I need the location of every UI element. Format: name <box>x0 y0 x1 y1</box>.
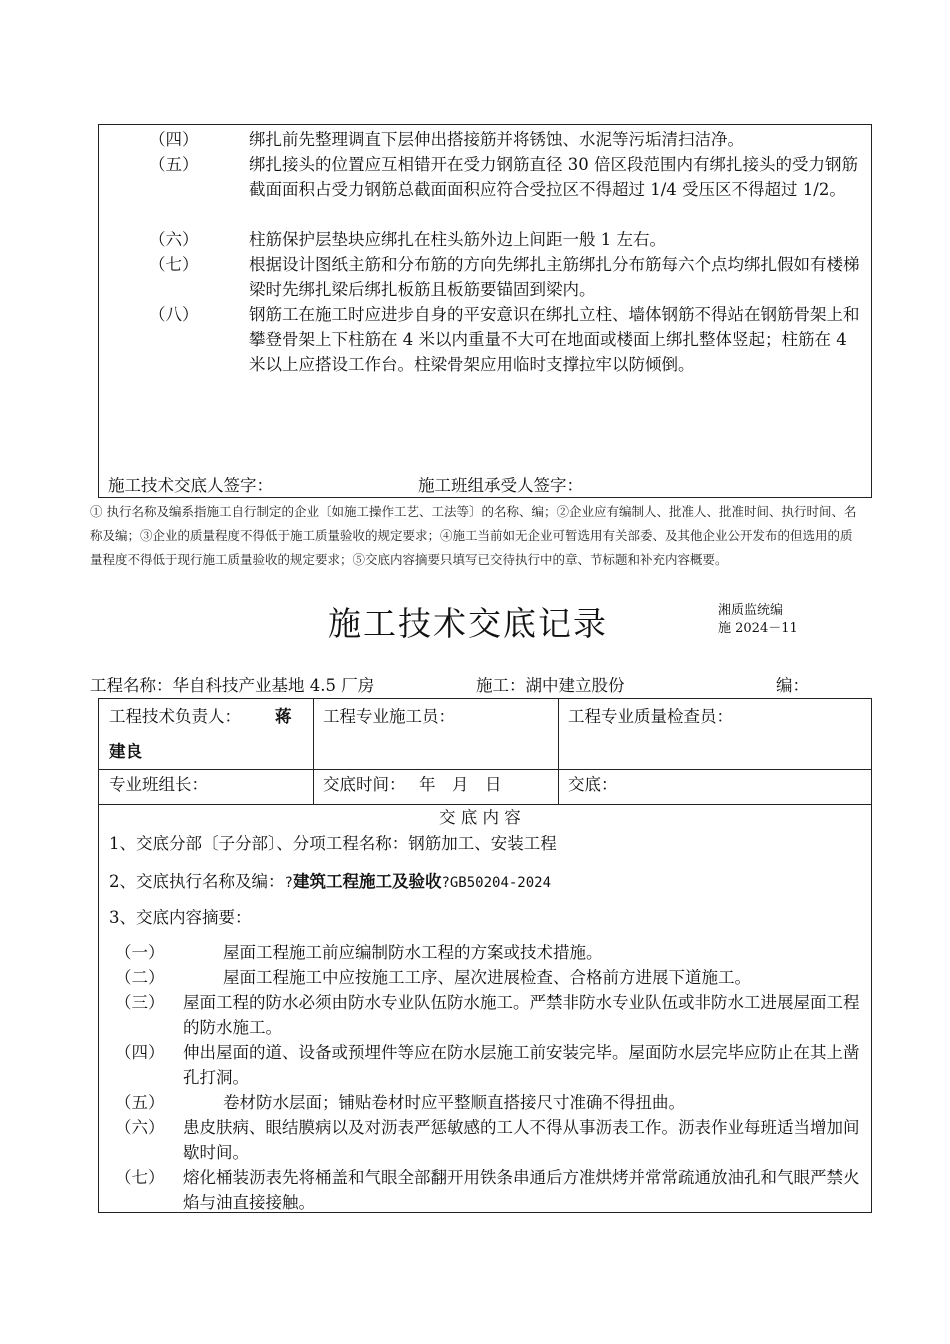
list-item <box>115 965 860 990</box>
list-item <box>115 1165 860 1215</box>
item-number: （八） <box>149 305 199 324</box>
tech-lead-label: 工程技术负责人： <box>109 707 241 726</box>
page-title: 施工技术交底记录 <box>328 604 608 643</box>
table-divider <box>99 804 871 805</box>
list-item <box>115 1115 860 1165</box>
item-text: 卷材防水层面；铺贴卷材时应平整顺直搭接尺寸准确不得扭曲。 <box>223 1093 685 1112</box>
tech-lead-name: 蒋 <box>275 707 292 726</box>
list-item <box>115 990 860 1040</box>
list-item <box>115 1090 860 1115</box>
item-text: 绑扎前先整理调直下层伸出搭接筋并将锈蚀、水泥等污垢清扫洁净。 <box>249 130 744 149</box>
table-divider <box>558 699 559 804</box>
contractor: 施工：湖中建立股份 <box>476 676 625 695</box>
item-number: （五） <box>115 1093 165 1112</box>
item-number: （六） <box>149 230 199 249</box>
form-code <box>718 602 798 638</box>
team-leader-label: 专业班组长： <box>109 775 208 794</box>
item-number: （五） <box>149 155 199 174</box>
item-number: （四） <box>115 1043 165 1062</box>
quality-inspector-label: 工程专业质量检查员： <box>568 707 733 726</box>
handover-table <box>98 698 872 1213</box>
item-text: 伸出屋面的道、设备或预埋件等应在防水层施工前安装完毕。屋面防水层完毕应防止在其上凿孔打洞。 <box>183 1043 860 1087</box>
item-number: （二） <box>115 968 165 987</box>
content-line-2-code: ?GB50204-2024 <box>441 875 552 891</box>
signature-presenter: 施工技术交底人签字： <box>108 476 273 495</box>
item-text: 熔化桶装沥表先将桶盖和气眼全部翻开用铁条串通后方准烘烤并常常疏通放油孔和气眼严禁火焰与油直接接触。 <box>183 1168 860 1212</box>
construction-staff-label: 工程专业施工员： <box>323 707 455 726</box>
continued-content-box <box>98 124 872 498</box>
list-item <box>149 252 861 302</box>
section-title: 交 底 内 容 <box>439 808 521 827</box>
form-code-line2: 施 2024－11 <box>718 621 798 636</box>
list-item <box>149 227 861 252</box>
content-line-2 <box>109 870 551 895</box>
item-number: （七） <box>115 1168 165 1187</box>
list-item <box>115 1040 860 1090</box>
form-code-line1: 湘质监统编 <box>718 603 784 618</box>
table-divider <box>313 699 314 804</box>
item-text: 绑扎接头的位置应互相错开在受力钢筋直径 30 倍区段范围内有绑扎接头的受力钢筋截面面积占受力钢筋总截面面积应符合受拉区不得超过 1/4 受压区不得超过 1/2。 <box>249 155 858 199</box>
footnote: ① 执行名称及编系指施工自行制定的企业〔如施工操作工艺、工法等〕的名称、编；②企业应有编制人、批准人、批准时间、执行时间、名称及编；③企业的质量程度不得低于施工质量验收的规定要求；④施工当前如无企业可暂选用有关部委、及其他企业公开发布的但选用的质量程度不得低于现行施工质量验收的规定要求；⑤交底内容摘要只填写已交待执行中的章、节标题和补充内容概要。 <box>90 504 857 567</box>
item-number: （三） <box>115 993 165 1012</box>
item-number: （六） <box>115 1118 165 1137</box>
list-item <box>149 302 861 377</box>
list-item <box>149 152 861 202</box>
item-number: （七） <box>149 255 199 274</box>
signature-receiver: 施工班组承受人签字： <box>418 476 583 495</box>
item-text: 根据设计图纸主筋和分布筋的方向先绑扎主筋绑扎分布筋每六个点均绑扎假如有楼梯梁时先绑扎梁后绑扎板筋且板筋要锚固到梁内。 <box>249 255 860 299</box>
handover-time-label: 交底时间： 年 月 日 <box>323 775 502 794</box>
handover-label: 交底： <box>568 775 618 794</box>
item-text: 柱筋保护层垫块应绑扎在柱头筋外边上间距一般 1 左右。 <box>249 230 666 249</box>
content-line-2-standard: 建筑工程施工及验收 <box>292 872 442 891</box>
item-text: 患皮肤病、眼结膜病以及对沥表严惩敏感的工人不得从事沥表工作。沥表作业每班适当增加间歇时间。 <box>183 1118 860 1162</box>
project-name: 工程名称：华自科技产业基地 4.5 厂房 <box>90 676 375 695</box>
content-line-3: 3、交底内容摘要： <box>109 908 252 927</box>
serial-number: 编： <box>776 676 809 695</box>
table-divider <box>99 769 871 770</box>
item-text: 屋面工程施工中应按施工工序、屋次进展检查、合格前方进展下道施工。 <box>223 968 751 987</box>
content-line-2-mark: ? <box>284 875 293 891</box>
item-text: 屋面工程的防水必须由防水专业队伍防水施工。严禁非防水专业队伍或非防水工进展屋面工程的防水施工。 <box>183 993 860 1037</box>
tech-lead-name-cont: 建良 <box>109 742 142 761</box>
item-number: （一） <box>115 943 165 962</box>
item-text: 钢筋工在施工时应进步自身的平安意识在绑扎立柱、墙体钢筋不得站在钢筋骨架上和攀登骨架上下柱筋在 4 米以内重量不大可在地面或楼面上绑扎整体竖起；柱筋在 4 米以上应搭设工作台。柱梁骨架应用临时支撑拉牢以防倾倒。 <box>249 305 860 374</box>
item-number: （四） <box>149 130 199 149</box>
content-line-1: 1、交底分部〔子分部〕、分项工程名称：钢筋加工、安装工程 <box>109 834 557 853</box>
list-item <box>115 940 860 965</box>
content-line-2-prefix: 2、交底执行名称及编： <box>109 872 285 891</box>
list-item <box>149 127 861 152</box>
item-text: 屋面工程施工前应编制防水工程的方案或技术措施。 <box>223 943 603 962</box>
